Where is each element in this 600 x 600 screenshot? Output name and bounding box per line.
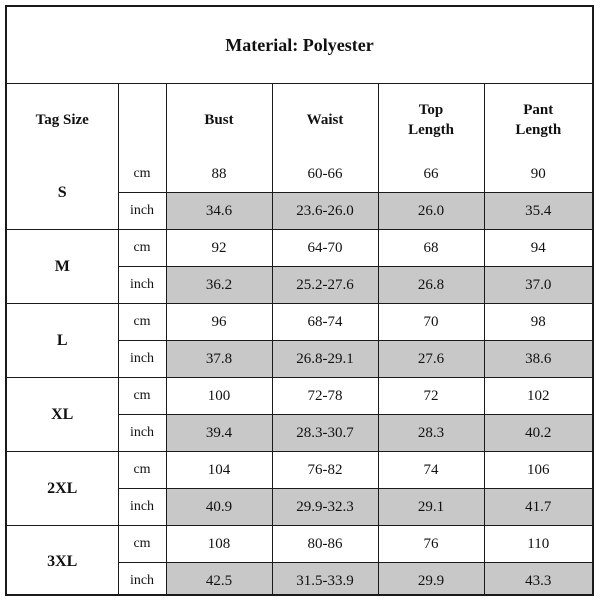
table-row	[7, 378, 592, 415]
unit-cm-label: cm	[118, 378, 166, 415]
inch-waist-cell: 31.5-33.9	[272, 563, 378, 597]
table-title: Material: Polyester	[7, 7, 592, 84]
cm-top-length-cell: 72	[378, 378, 484, 415]
unit-cm-label: cm	[118, 230, 166, 267]
cm-pant-length-cell: 102	[484, 378, 592, 415]
unit-cm-label: cm	[118, 526, 166, 563]
unit-inch-label: inch	[118, 267, 166, 304]
inch-top-length-cell: 28.3	[378, 415, 484, 452]
inch-pant-length-cell: 35.4	[484, 193, 592, 230]
cm-pant-length-cell: 106	[484, 452, 592, 489]
inch-top-length-cell: 27.6	[378, 341, 484, 378]
inch-top-length-cell: 29.9	[378, 563, 484, 597]
inch-pant-length-cell: 41.7	[484, 489, 592, 526]
cm-pant-length-cell: 110	[484, 526, 592, 563]
cm-waist-cell: 76-82	[272, 452, 378, 489]
cm-top-length-cell: 76	[378, 526, 484, 563]
unit-inch-label: inch	[118, 193, 166, 230]
unit-cm-label: cm	[118, 452, 166, 489]
inch-pant-length-cell: 43.3	[484, 563, 592, 597]
cm-pant-length-cell: 94	[484, 230, 592, 267]
cm-waist-cell: 68-74	[272, 304, 378, 341]
size-label: L	[7, 304, 118, 378]
cm-bust-cell: 100	[166, 378, 272, 415]
cm-bust-cell: 108	[166, 526, 272, 563]
unit-inch-label: inch	[118, 415, 166, 452]
cm-waist-cell: 60-66	[272, 156, 378, 193]
cm-bust-cell: 88	[166, 156, 272, 193]
inch-waist-cell: 25.2-27.6	[272, 267, 378, 304]
cm-waist-cell: 80-86	[272, 526, 378, 563]
inch-top-length-cell: 29.1	[378, 489, 484, 526]
cm-bust-cell: 92	[166, 230, 272, 267]
table-row	[7, 230, 592, 267]
inch-top-length-cell: 26.0	[378, 193, 484, 230]
cm-waist-cell: 72-78	[272, 378, 378, 415]
size-chart	[5, 5, 594, 596]
header-pant-length-line2: Length	[515, 122, 562, 138]
unit-inch-label: inch	[118, 489, 166, 526]
inch-bust-cell: 37.8	[166, 341, 272, 378]
inch-bust-cell: 42.5	[166, 563, 272, 597]
size-label: XL	[7, 378, 118, 452]
inch-pant-length-cell: 38.6	[484, 341, 592, 378]
cm-bust-cell: 96	[166, 304, 272, 341]
unit-cm-label: cm	[118, 304, 166, 341]
inch-waist-cell: 26.8-29.1	[272, 341, 378, 378]
inch-pant-length-cell: 40.2	[484, 415, 592, 452]
inch-waist-cell: 29.9-32.3	[272, 489, 378, 526]
title-row	[7, 7, 592, 84]
size-table	[7, 7, 592, 596]
unit-inch-label: inch	[118, 341, 166, 378]
header-row	[7, 84, 592, 157]
inch-pant-length-cell: 37.0	[484, 267, 592, 304]
header-bust: Bust	[166, 84, 272, 157]
cm-waist-cell: 64-70	[272, 230, 378, 267]
header-top-length-line2: Length	[408, 122, 454, 138]
unit-inch-label: inch	[118, 563, 166, 597]
size-label: 2XL	[7, 452, 118, 526]
size-label: S	[7, 156, 118, 230]
table-row	[7, 526, 592, 563]
cm-top-length-cell: 74	[378, 452, 484, 489]
cm-top-length-cell: 66	[378, 156, 484, 193]
size-label: M	[7, 230, 118, 304]
cm-top-length-cell: 68	[378, 230, 484, 267]
header-unit	[118, 84, 166, 157]
size-label: 3XL	[7, 526, 118, 597]
header-top-length	[378, 84, 484, 157]
table-row	[7, 156, 592, 193]
cm-bust-cell: 104	[166, 452, 272, 489]
cm-top-length-cell: 70	[378, 304, 484, 341]
cm-pant-length-cell: 90	[484, 156, 592, 193]
inch-waist-cell: 23.6-26.0	[272, 193, 378, 230]
unit-cm-label: cm	[118, 156, 166, 193]
size-rows	[7, 156, 592, 596]
header-tag-size: Tag Size	[7, 84, 118, 157]
table-row	[7, 304, 592, 341]
table-row	[7, 452, 592, 489]
header-top-length-line1: Top	[418, 102, 444, 118]
inch-bust-cell: 40.9	[166, 489, 272, 526]
inch-bust-cell: 36.2	[166, 267, 272, 304]
inch-top-length-cell: 26.8	[378, 267, 484, 304]
cm-pant-length-cell: 98	[484, 304, 592, 341]
inch-waist-cell: 28.3-30.7	[272, 415, 378, 452]
header-waist: Waist	[272, 84, 378, 157]
inch-bust-cell: 34.6	[166, 193, 272, 230]
inch-bust-cell: 39.4	[166, 415, 272, 452]
header-pant-length-line1: Pant	[523, 102, 554, 118]
header-pant-length	[484, 84, 592, 157]
